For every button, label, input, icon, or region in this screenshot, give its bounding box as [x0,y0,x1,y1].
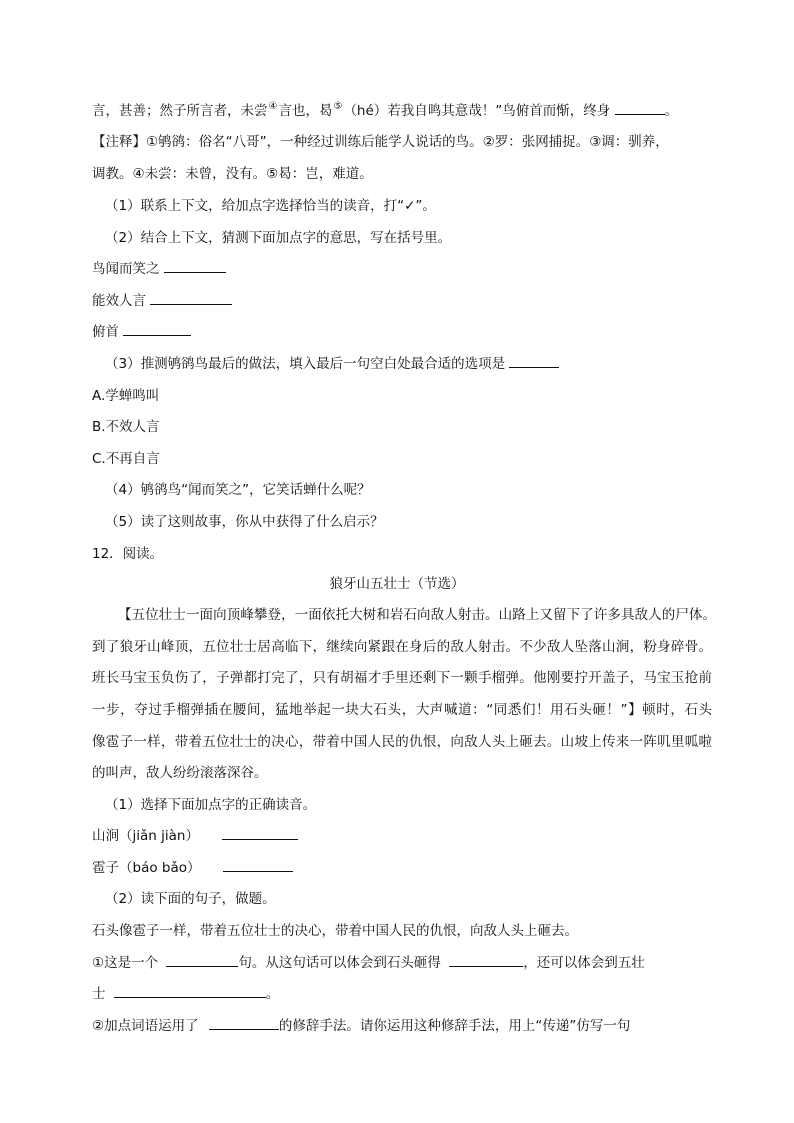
text-segment: 言，甚善；然子所言者，未尝 [92,103,268,119]
answer-blank[interactable] [164,258,226,273]
text-segment: 的修辞手法。请你运用这种修辞手法，用上“传递”仿写一句 [278,1018,631,1034]
fill-item [92,290,712,312]
text-segment: 士 [92,986,106,1002]
subquestion-2: （2）读下面的句子，做题。 [105,891,276,907]
answer-blank[interactable] [449,952,523,967]
annotation-line: 【注释】①鸲鹆：俗名“八哥”，一种经过训练后能学人说话的鸟。②罗：张网捕捉。③调：驯养， [92,134,669,150]
passage-line: 【五位壮士一面向顶峰攀登，一面依托大树和岩石向敌人射击。山路上又留下了许多具敌人的尸体。 [118,607,716,623]
passage-title: 狼牙山五壮士（节选） [329,576,465,592]
answer-blank[interactable] [114,983,266,998]
answer-blank[interactable] [166,952,238,967]
question-2: （2）结合上下文，猜测下面加点字的意思，写在括号里。 [105,230,452,246]
answer-blank[interactable] [615,100,665,115]
option-b[interactable]: B.不效人言 [92,419,160,435]
fill-sentence-1-cont [92,983,712,1005]
text-segment: 句。从这句话可以体会到石头砸得 [238,955,441,971]
fill-sentence-1 [92,952,712,974]
text-line [92,100,712,122]
text-segment: （hé）若我自鸣其意哉！”鸟俯首而惭，终身 [343,103,611,119]
passage-line: 一步，夺过手榴弹插在腰间，猛地举起一块大石头，大声喊道：“同悉们！用石头砸！”】顿时，石头 [92,702,712,718]
option-c[interactable]: C.不再自言 [92,451,160,467]
footnote-marker: ④ [268,101,278,112]
passage-line: 班长马宝玉负伤了，子弹都打完了，只有胡福才手里还剩下一颗手榴弹。他刚要拧开盖子，马宝玉抢前 [92,670,712,686]
pinyin-item-label: 山涧（jiǎn jiàn） [92,828,199,844]
text-segment: ②加点词语运用了 [92,1018,199,1034]
answer-blank[interactable] [209,1015,279,1030]
fill-item-label: 鸟闻而笑之 [92,261,160,277]
fill-item [92,258,712,280]
fill-item-label: 俯首 [92,324,119,340]
passage-line: 像雹子一样，带着五位壮士的决心，带着中国人民的仇恨，向敌人头上砸去。山坡上传来一阵叽里呱啦 [92,734,712,750]
question-4: （4）鸲鹆鸟“闻而笑之”，它笑话蝉什么呢？ [105,482,371,498]
answer-blank[interactable] [223,857,293,872]
quoted-sentence: 石头像雹子一样，带着五位壮士的决心，带着中国人民的仇恨，向敌人头上砸去。 [92,923,578,939]
question-3 [105,353,725,375]
question-5: （5）读了这则故事，你从中获得了什么启示？ [105,514,384,530]
text-segment: ①这是一个 [92,955,159,971]
answer-blank[interactable] [150,290,232,305]
subquestion-1: （1）选择下面加点字的正确读音。 [105,797,317,813]
passage-line: 到了狼牙山峰顶，五位壮士居高临下，继续向紧跟在身后的敌人射击。不少敌人坠落山涧，粉身碎骨。 [92,639,712,655]
option-a[interactable]: A.学蝉鸣叫 [92,388,160,404]
question-3-text: （3）推测鸲鹆鸟最后的做法，填入最后一句空白处最合适的选项是 [105,356,506,372]
footnote-marker: ⑤ [333,101,343,112]
question-12-heading: 12．阅读。 [92,546,164,562]
fill-item-label: 能效人言 [92,293,146,309]
fill-sentence-2 [92,1015,712,1037]
question-1: （1）联系上下文，给加点字选择恰当的读音，打“✓”。 [105,198,436,214]
text-segment: 。 [664,103,679,119]
pinyin-item-label: 雹子（báo bǎo） [92,860,201,876]
text-segment: 言也，曷 [278,103,333,119]
passage-line: 的叫声，敌人纷纷滚落深谷。 [92,765,268,781]
fill-item [92,321,712,343]
pinyin-item [92,825,712,847]
answer-blank[interactable] [123,321,191,336]
answer-blank[interactable] [509,353,559,368]
annotation-line: 调教。④未尝：未曾，没有。⑤曷：岂，难道。 [92,166,373,182]
text-segment: 。 [265,986,280,1002]
text-segment: ，还可以体会到五壮 [523,955,645,971]
answer-blank[interactable] [222,825,298,840]
pinyin-item [92,857,712,879]
